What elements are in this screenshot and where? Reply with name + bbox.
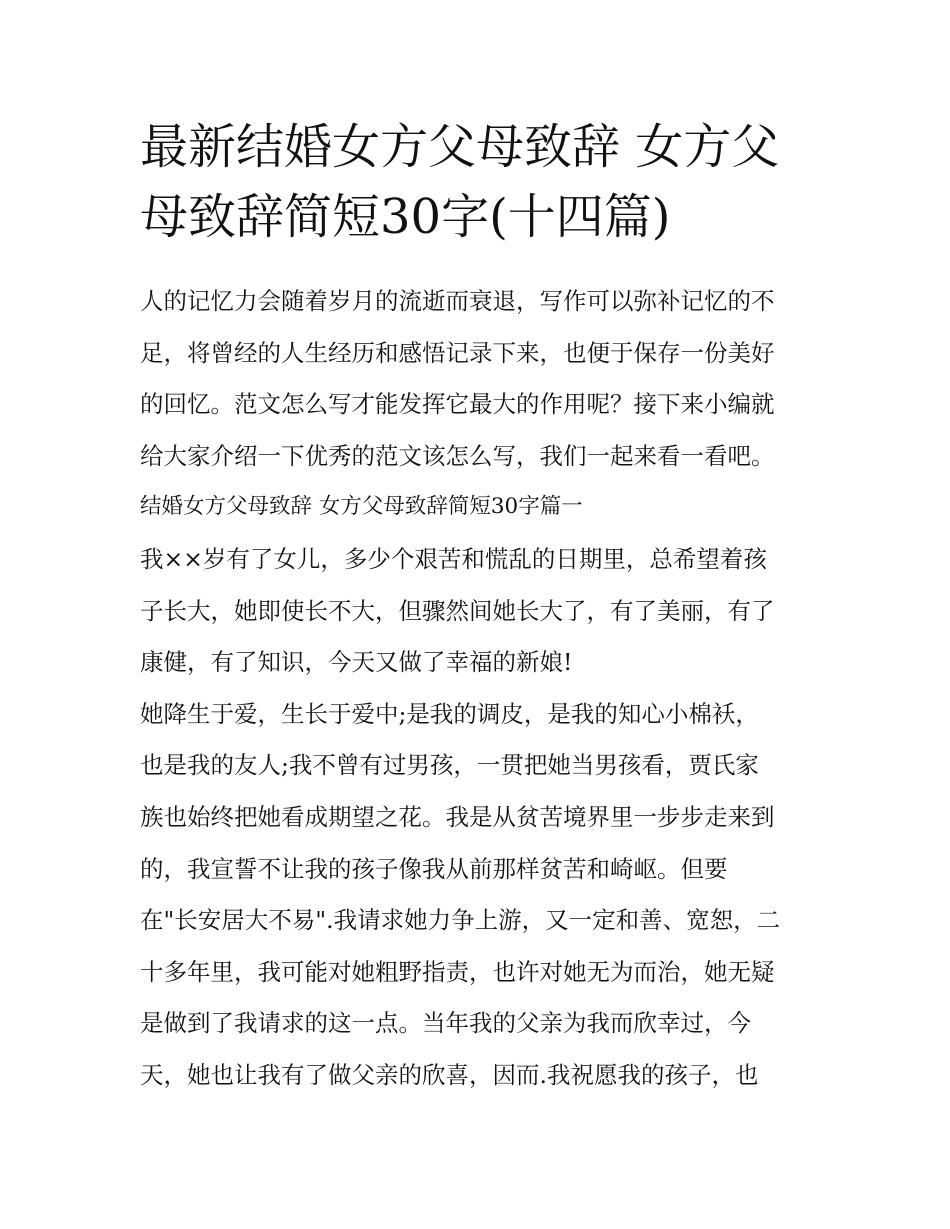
body-line: 我××岁有了女儿，多少个艰苦和慌乱的日期里，总希望着孩 bbox=[140, 544, 767, 573]
title-line-2: 母致辞简短30字(十四篇) bbox=[140, 189, 671, 245]
body-line: 十多年里，我可能对她粗野指责，也许对她无为而治，她无疑 bbox=[140, 957, 775, 986]
body-line: 族也始终把她看成期望之花。我是从贫苦境界里一步步走来到 bbox=[140, 802, 775, 831]
body-line: 子长大，她即使长不大，但骤然间她长大了，有了美丽，有了 bbox=[140, 596, 775, 625]
body-line: 给大家介绍一下优秀的范文该怎么写，我们一起来看一看吧。 bbox=[140, 441, 775, 470]
body-line: 的，我宣誓不让我的孩子像我从前那样贫苦和崎岖。但要 bbox=[140, 854, 728, 883]
section-heading: 结婚女方父母致辞 女方父母致辞简短30字篇一 bbox=[140, 494, 583, 520]
body-line: 天，她也让我有了做父亲的欣喜，因而.我祝愿我的孩子，也 bbox=[140, 1060, 759, 1089]
title-line-1: 最新结婚女方父母致辞 女方父 bbox=[140, 119, 780, 175]
body-line: 的回忆。范文怎么写才能发挥它最大的作用呢？接下来小编就 bbox=[140, 390, 775, 419]
body-line: 也是我的友人;我不曾有过男孩，一贯把她当男孩看，贾氏家 bbox=[140, 751, 759, 780]
body-line: 康健，有了知识，今天又做了幸福的新娘! bbox=[140, 648, 573, 677]
body-line: 是做到了我请求的这一点。当年我的父亲为我而欣幸过，今 bbox=[140, 1009, 751, 1038]
body-line: 人的记忆力会随着岁月的流逝而衰退，写作可以弥补记忆的不 bbox=[140, 287, 775, 315]
document-title bbox=[140, 112, 820, 252]
body-line: 在"长安居大不易".我请求她力争上游，又一定和善、宽恕，二 bbox=[140, 906, 781, 935]
body-line: 她降生于爱，生长于爱中;是我的调皮，是我的知心小棉袄， bbox=[140, 699, 759, 728]
body-line: 足，将曾经的人生经历和感悟记录下来，也便于保存一份美好 bbox=[140, 338, 775, 367]
document-body bbox=[140, 278, 820, 1104]
